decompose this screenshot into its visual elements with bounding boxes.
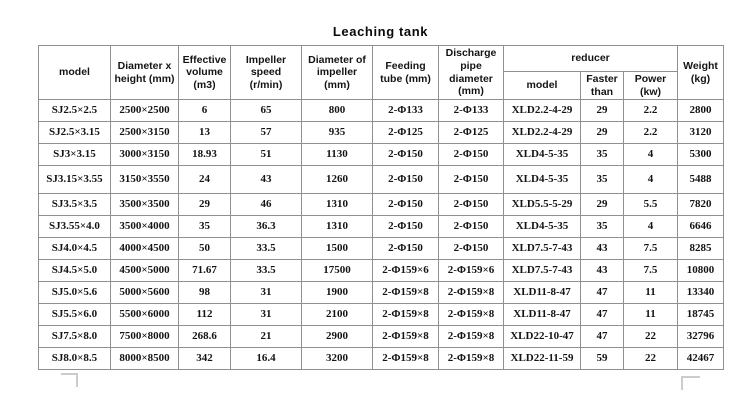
cell-faster-than: 35	[581, 216, 624, 238]
cell-model: SJ2.5×3.15	[39, 122, 111, 144]
cell-discharge-pipe: 2-Φ159×6	[439, 260, 504, 282]
header-feeding-tube: Feeding tube (mm)	[373, 46, 439, 100]
cell-model: SJ3.15×3.55	[39, 166, 111, 194]
header-model: model	[39, 46, 111, 100]
cell-reducer-model: XLD2.2-4-29	[504, 122, 581, 144]
cell-impeller-speed: 16.4	[231, 348, 302, 370]
cell-impeller-speed: 57	[231, 122, 302, 144]
cell-discharge-pipe: 2-Φ150	[439, 238, 504, 260]
cell-effective-volume: 71.67	[179, 260, 231, 282]
cell-feeding-tube: 2-Φ150	[373, 144, 439, 166]
cell-faster-than: 35	[581, 144, 624, 166]
cell-model: SJ2.5×2.5	[39, 100, 111, 122]
table-row	[39, 348, 724, 370]
cell-feeding-tube: 2-Φ125	[373, 122, 439, 144]
cell-feeding-tube: 2-Φ150	[373, 216, 439, 238]
cell-diameter-height: 8000×8500	[111, 348, 179, 370]
cell-diameter-height: 3500×4000	[111, 216, 179, 238]
cell-discharge-pipe: 2-Φ159×8	[439, 348, 504, 370]
cell-reducer-model: XLD7.5-7-43	[504, 238, 581, 260]
cell-discharge-pipe: 2-Φ150	[439, 144, 504, 166]
cell-impeller-diameter: 1500	[302, 238, 373, 260]
cell-model: SJ5.5×6.0	[39, 304, 111, 326]
cell-effective-volume: 112	[179, 304, 231, 326]
cell-model: SJ7.5×8.0	[39, 326, 111, 348]
cell-reducer-model: XLD2.2-4-29	[504, 100, 581, 122]
cell-impeller-diameter: 2900	[302, 326, 373, 348]
header-reducer-model: model	[504, 72, 581, 100]
header-weight: Weight (kg)	[678, 46, 724, 100]
cell-impeller-diameter: 1310	[302, 216, 373, 238]
table-row	[39, 166, 724, 194]
cell-impeller-speed: 36.3	[231, 216, 302, 238]
cell-effective-volume: 342	[179, 348, 231, 370]
header-reducer-group: reducer	[504, 46, 678, 72]
cell-power: 2.2	[624, 122, 678, 144]
cell-effective-volume: 13	[179, 122, 231, 144]
cell-impeller-speed: 33.5	[231, 260, 302, 282]
cell-power: 22	[624, 326, 678, 348]
table-corner-mark-bottom-right	[681, 376, 700, 390]
cell-model: SJ5.0×5.6	[39, 282, 111, 304]
table-row	[39, 326, 724, 348]
header-discharge-pipe: Discharge pipe diameter (mm)	[439, 46, 504, 100]
cell-faster-than: 47	[581, 304, 624, 326]
cell-impeller-diameter: 2100	[302, 304, 373, 326]
cell-feeding-tube: 2-Φ150	[373, 166, 439, 194]
cell-weight: 5300	[678, 144, 724, 166]
cell-model: SJ3.55×4.0	[39, 216, 111, 238]
cell-model: SJ4.5×5.0	[39, 260, 111, 282]
cell-feeding-tube: 2-Φ159×6	[373, 260, 439, 282]
cell-discharge-pipe: 2-Φ159×8	[439, 326, 504, 348]
cell-impeller-speed: 43	[231, 166, 302, 194]
cell-effective-volume: 268.6	[179, 326, 231, 348]
cell-faster-than: 29	[581, 194, 624, 216]
cell-discharge-pipe: 2-Φ159×8	[439, 282, 504, 304]
cell-reducer-model: XLD22-11-59	[504, 348, 581, 370]
table-body	[39, 100, 724, 370]
cell-faster-than: 29	[581, 122, 624, 144]
cell-power: 7.5	[624, 260, 678, 282]
table-header	[39, 46, 724, 100]
cell-reducer-model: XLD11-8-47	[504, 282, 581, 304]
cell-power: 7.5	[624, 238, 678, 260]
table-corner-mark-bottom-left	[61, 373, 78, 387]
cell-reducer-model: XLD5.5-5-29	[504, 194, 581, 216]
leaching-tank-spec-table	[38, 45, 724, 370]
cell-impeller-diameter: 1130	[302, 144, 373, 166]
table-row	[39, 122, 724, 144]
cell-model: SJ3.5×3.5	[39, 194, 111, 216]
cell-effective-volume: 24	[179, 166, 231, 194]
cell-impeller-speed: 31	[231, 304, 302, 326]
cell-power: 2.2	[624, 100, 678, 122]
cell-diameter-height: 4000×4500	[111, 238, 179, 260]
cell-faster-than: 59	[581, 348, 624, 370]
cell-weight: 5488	[678, 166, 724, 194]
header-impeller-diameter: Diameter of impeller (mm)	[302, 46, 373, 100]
header-power: Power (kw)	[624, 72, 678, 100]
table-row	[39, 144, 724, 166]
cell-effective-volume: 6	[179, 100, 231, 122]
cell-impeller-speed: 51	[231, 144, 302, 166]
cell-diameter-height: 3150×3550	[111, 166, 179, 194]
cell-impeller-diameter: 3200	[302, 348, 373, 370]
header-impeller-speed: Impeller speed (r/min)	[231, 46, 302, 100]
cell-discharge-pipe: 2-Φ150	[439, 216, 504, 238]
cell-power: 11	[624, 282, 678, 304]
header-diameter-height: Diameter x height (mm)	[111, 46, 179, 100]
cell-feeding-tube: 2-Φ150	[373, 238, 439, 260]
cell-diameter-height: 5000×5600	[111, 282, 179, 304]
header-faster-than: Faster than	[581, 72, 624, 100]
cell-feeding-tube: 2-Φ159×8	[373, 282, 439, 304]
cell-model: SJ8.0×8.5	[39, 348, 111, 370]
cell-weight: 42467	[678, 348, 724, 370]
cell-feeding-tube: 2-Φ159×8	[373, 304, 439, 326]
table-row	[39, 238, 724, 260]
page-title: Leaching tank	[332, 24, 429, 39]
cell-discharge-pipe: 2-Φ125	[439, 122, 504, 144]
cell-effective-volume: 29	[179, 194, 231, 216]
cell-reducer-model: XLD11-8-47	[504, 304, 581, 326]
cell-faster-than: 29	[581, 100, 624, 122]
cell-power: 4	[624, 216, 678, 238]
cell-power: 4	[624, 144, 678, 166]
table-row	[39, 260, 724, 282]
cell-effective-volume: 35	[179, 216, 231, 238]
cell-weight: 10800	[678, 260, 724, 282]
cell-reducer-model: XLD4-5-35	[504, 216, 581, 238]
cell-effective-volume: 98	[179, 282, 231, 304]
table-row	[39, 282, 724, 304]
cell-power: 11	[624, 304, 678, 326]
table-row	[39, 194, 724, 216]
cell-effective-volume: 18.93	[179, 144, 231, 166]
cell-power: 22	[624, 348, 678, 370]
cell-impeller-speed: 65	[231, 100, 302, 122]
cell-feeding-tube: 2-Φ133	[373, 100, 439, 122]
cell-impeller-speed: 31	[231, 282, 302, 304]
cell-reducer-model: XLD4-5-35	[504, 166, 581, 194]
cell-weight: 18745	[678, 304, 724, 326]
cell-faster-than: 47	[581, 282, 624, 304]
cell-diameter-height: 2500×3150	[111, 122, 179, 144]
cell-impeller-diameter: 1260	[302, 166, 373, 194]
cell-weight: 6646	[678, 216, 724, 238]
cell-diameter-height: 2500×2500	[111, 100, 179, 122]
cell-diameter-height: 3500×3500	[111, 194, 179, 216]
cell-feeding-tube: 2-Φ159×8	[373, 326, 439, 348]
cell-weight: 3120	[678, 122, 724, 144]
cell-power: 5.5	[624, 194, 678, 216]
cell-discharge-pipe: 2-Φ150	[439, 194, 504, 216]
header-effective-volume: Effective volume (m3)	[179, 46, 231, 100]
cell-effective-volume: 50	[179, 238, 231, 260]
cell-feeding-tube: 2-Φ150	[373, 194, 439, 216]
cell-faster-than: 47	[581, 326, 624, 348]
cell-impeller-diameter: 17500	[302, 260, 373, 282]
cell-impeller-diameter: 1900	[302, 282, 373, 304]
cell-weight: 8285	[678, 238, 724, 260]
cell-reducer-model: XLD7.5-7-43	[504, 260, 581, 282]
cell-faster-than: 43	[581, 260, 624, 282]
cell-model: SJ4.0×4.5	[39, 238, 111, 260]
cell-feeding-tube: 2-Φ159×8	[373, 348, 439, 370]
cell-impeller-diameter: 800	[302, 100, 373, 122]
table-row	[39, 304, 724, 326]
cell-power: 4	[624, 166, 678, 194]
cell-diameter-height: 3000×3150	[111, 144, 179, 166]
cell-discharge-pipe: 2-Φ150	[439, 166, 504, 194]
cell-impeller-speed: 46	[231, 194, 302, 216]
cell-weight: 13340	[678, 282, 724, 304]
cell-impeller-diameter: 935	[302, 122, 373, 144]
cell-discharge-pipe: 2-Φ159×8	[439, 304, 504, 326]
cell-weight: 32796	[678, 326, 724, 348]
cell-weight: 7820	[678, 194, 724, 216]
cell-impeller-speed: 21	[231, 326, 302, 348]
table-row	[39, 100, 724, 122]
table-row	[39, 216, 724, 238]
cell-discharge-pipe: 2-Φ133	[439, 100, 504, 122]
cell-faster-than: 43	[581, 238, 624, 260]
cell-diameter-height: 4500×5000	[111, 260, 179, 282]
cell-faster-than: 35	[581, 166, 624, 194]
cell-diameter-height: 5500×6000	[111, 304, 179, 326]
cell-reducer-model: XLD22-10-47	[504, 326, 581, 348]
cell-diameter-height: 7500×8000	[111, 326, 179, 348]
cell-reducer-model: XLD4-5-35	[504, 144, 581, 166]
cell-model: SJ3×3.15	[39, 144, 111, 166]
cell-impeller-speed: 33.5	[231, 238, 302, 260]
cell-weight: 2800	[678, 100, 724, 122]
cell-impeller-diameter: 1310	[302, 194, 373, 216]
